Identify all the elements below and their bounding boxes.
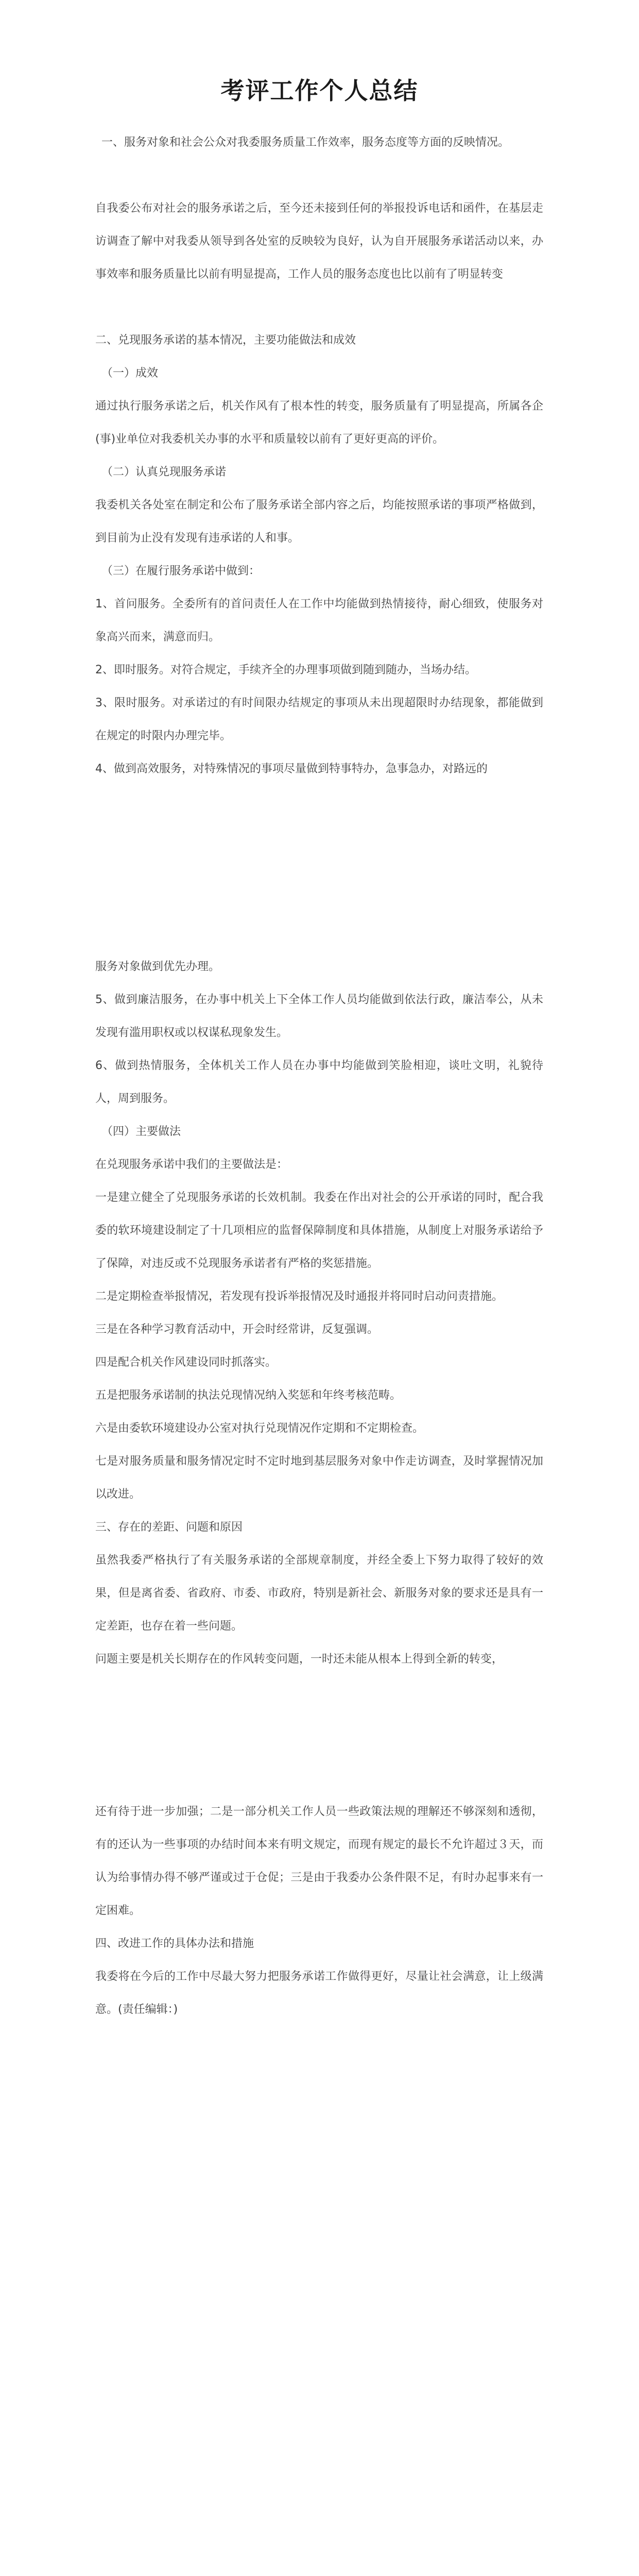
list-item: 5、做到廉洁服务，在办事中机关上下全体工作人员均能做到依法行政，廉洁奉公，从未发现有滥用职权或以权谋私现象发生。	[95, 993, 543, 1039]
sub-heading: （三）在履行服务承诺中做到：	[101, 565, 261, 578]
list-item: 三是在各种学习教育活动中，开会时经常讲，反复强调。	[95, 1323, 379, 1336]
list-item: 6、做到热情服务，全体机关工作人员在办事中均能做到笑脸相迎，谈吐文明，礼貌待人，周到服务。	[95, 1059, 543, 1105]
paragraph: 我委将在今后的工作中尽最大努力把服务承诺工作做得更好，尽量让社会满意，让上级满意。(责任编辑：)	[95, 1970, 543, 2016]
paragraph: 问题主要是机关长期存在的作风转变问题，一时还未能从根本上得到全新的转变，	[95, 1653, 504, 1666]
section-1-intro	[95, 126, 543, 159]
list-item: 七是对服务质量和服务情况定时不定时地到基层服务对象中作走访调查，及时掌握情况加以改进。	[95, 1455, 543, 1501]
list-item: 4、做到高效服务，对特殊情况的事项尽量做到特事特办，急事急办，对路远的	[95, 762, 488, 775]
list-item: 2、即时服务。对符合规定，手续齐全的办理事项做到随到随办，当场办结。	[95, 664, 476, 676]
paragraph: 一、服务对象和社会公众对我委服务质量工作效率，服务态度等方面的反映情况。	[101, 136, 510, 149]
section-2-content	[95, 324, 543, 786]
list-item: 一是建立健全了兑现服务承诺的长效机制。我委在作出对社会的公开承诺的同时，配合我委的软环境建设制定了十几项相应的监督保障制度和具体措施，从制度上对服务承诺给予了保障，对违反或不兑现服务承诺者有严格的奖惩措施。	[95, 1191, 543, 1270]
paragraph: 自我委公布对社会的服务承诺之后，至今还未接到任何的举报投诉电话和函件，在基层走访调查了解中对我委从领导到各处室的反映较为良好，认为自开展服务承诺活动以来，办事效率和服务质量比以前有明显提高，工作人员的服务态度也比以前有了明显转变	[95, 202, 543, 281]
section-heading: 四、改进工作的具体办法和措施	[95, 1937, 254, 1950]
section-1-body	[95, 192, 543, 291]
paragraph: 在兑现服务承诺中我们的主要做法是：	[95, 1158, 288, 1171]
sub-heading: （一）成效	[101, 367, 159, 380]
paragraph: 通过执行服务承诺之后，机关作风有了根本性的转变，服务质量有了明显提高，所属各企(事)业单位对我委机关办事的水平和质量较以前有了更好更高的评价。	[95, 400, 543, 446]
paragraph-continued: 还有待于进一步加强；二是一部分机关工作人员一些政策法规的理解还不够深刻和透彻，有的还认为一些事项的办结时间本来有明文规定，而现有规定的最长不允许超过３天，而认为给事情办得不够严谨或过于仓促；三是由于我委办公条件限不足，有时办起事来有一定困难。	[95, 1805, 543, 1917]
list-item: 四是配合机关作风建设同时抓落实。	[95, 1356, 277, 1369]
list-item: 六是由委软环境建设办公室对执行兑现情况作定期和不定期检查。	[95, 1422, 424, 1435]
sub-heading: （四）主要做法	[101, 1125, 181, 1138]
section-heading: 三、存在的差距、问题和原因	[95, 1521, 243, 1534]
list-item: 3、限时服务。对承诺过的有时间限办结规定的事项从未出现超限时办结现象，都能做到在规定的时限内办理完毕。	[95, 697, 543, 742]
paragraph: 我委机关各处室在制定和公布了服务承诺全部内容之后，均能按照承诺的事项严格做到，到目前为止没有发现有违承诺的人和事。	[95, 499, 543, 545]
list-item: 二是定期检查举报情况，若发现有投诉举报情况及时通报并将同时启动问责措施。	[95, 1290, 504, 1303]
paragraph: 虽然我委严格执行了有关服务承诺的全部规章制度，并经全委上下努力取得了较好的效果，但是离省委、省政府、市委、市政府，特别是新社会、新服务对象的要求还是具有一定差距，也存在着一些问题。	[95, 1554, 543, 1633]
list-item: 五是把服务承诺制的执法兑现情况纳入奖惩和年终考核范畴。	[95, 1389, 402, 1402]
section-3-continued	[95, 1795, 543, 2026]
sub-heading: （二）认真兑现服务承诺	[101, 466, 227, 479]
page-title: 考评工作个人总结	[220, 77, 419, 105]
list-item-continued: 服务对象做到优先办理。	[95, 960, 220, 973]
section-heading: 二、兑现服务承诺的基本情况，主要功能做法和成效	[95, 334, 356, 347]
section-2-continued	[95, 951, 543, 1676]
list-item: 1、首问服务。全委所有的首问责任人在工作中均能做到热情接待，耐心细致，使服务对象高兴而来，满意而归。	[95, 598, 543, 643]
